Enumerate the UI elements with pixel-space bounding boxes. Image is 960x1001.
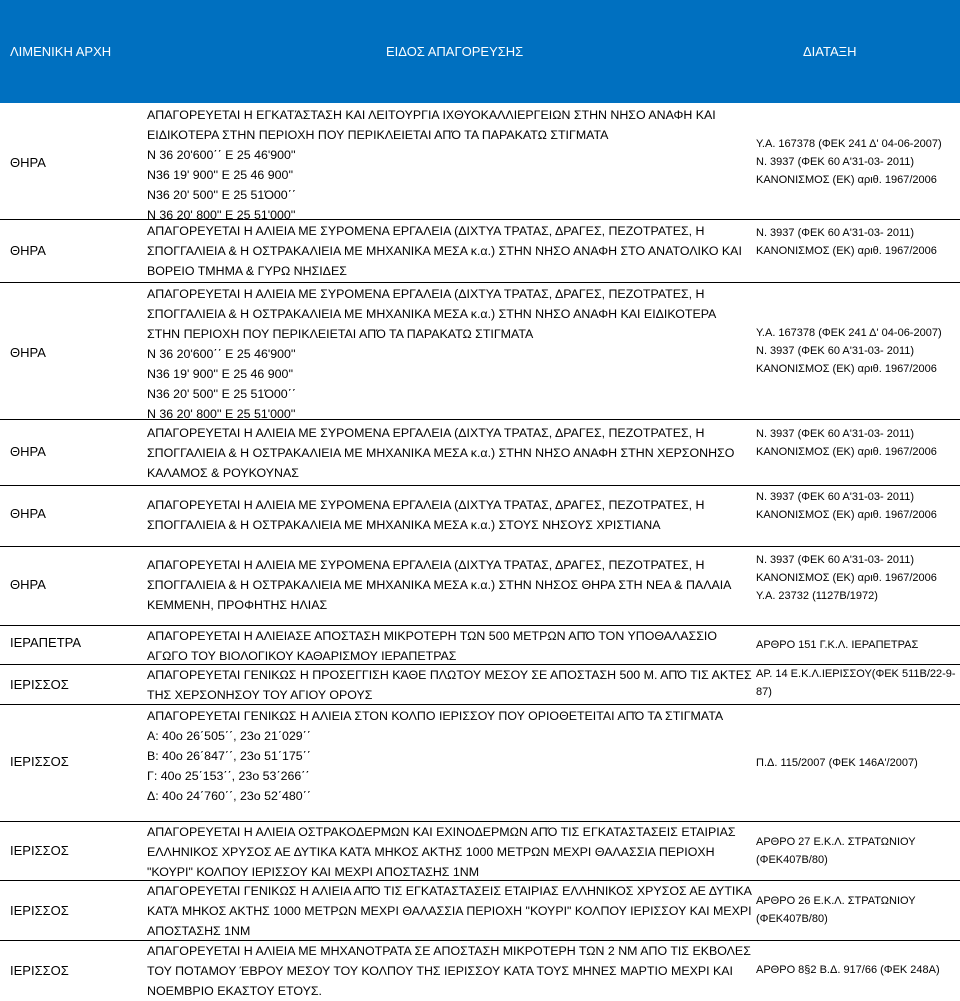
desc-line: N36 19' 900'' E 25 46 900'' (147, 367, 294, 381)
desc-line: ΣΠΟΓΓΑΛΙΕΙΑ & Η ΟΣΤΡΑΚΑΛΙΕΙΑ ΜΕ ΜΗΧΑΝΙΚΑ ΜΕΣΑ κ.α.) ΣΤΟΥΣ ΝΗΣΟΥΣ ΧΡΙΣΤΙΑΝΑ (147, 518, 661, 532)
table-row (0, 283, 960, 420)
desc-line: N 36 20'600΄΄ E 25 46'900'' (147, 347, 296, 361)
table-row (0, 220, 960, 283)
desc-line: N36 20' 500'' E 25 51Ό00΄΄ (147, 188, 296, 202)
row-description (147, 881, 753, 941)
reg-line: ΑΡΘΡΟ 26 Ε.Κ.Λ. ΣΤΡΑΤΩΝΙΟΥ (756, 895, 916, 907)
desc-line: ΤΟΥ ΠΟΤΑΜΟΥ ΈΒΡΟΥ ΜΕΣΟΥ ΤΟΥ ΚΟΛΠΟΥ ΤΗΣ ΙΕΡΙΣΣΟΥ ΚΑΤΑ ΤΟΥΣ ΜΗΝΕΣ ΜΑΡΤΙΟ ΜΕΧΡΙ ΚΑΙ (147, 964, 733, 978)
row-regulation (756, 961, 958, 979)
desc-line: ΤΗΣ ΧΕΡΣΟΝΗΣΟΥ ΤΟΥ ΑΓΙΟΥ ΟΡΟΥΣ (147, 688, 373, 702)
header-decree: ΔΙΑΤΑΞΗ (803, 44, 857, 59)
reg-line: Ν. 3937 (ΦΕΚ 60 Α'31-03- 2011) (756, 554, 915, 566)
desc-line: ΑΓΩΓΟ ΤΟΥ ΒΙΟΛΟΓΙΚΟΥ ΚΑΘΑΡΙΣΜΟΥ ΙΕΡΑΠΕΤΡΑΣ (147, 649, 457, 663)
reg-line: ΑΡ. 14 Ε.Κ.Λ.ΙΕΡΙΣΣΟΥ(ΦΕΚ 511Β/22-9- (756, 668, 956, 680)
desc-line: ΝΟΕΜΒΡΙΟ ΕΚΑΣΤΟΥ ΕΤΟΥΣ. (147, 984, 322, 998)
table-row (0, 626, 960, 665)
desc-line: ΑΠΑΓΟΡΕΥΕΤΑΙ Η ΑΛΙΕΙΑ ΟΣΤΡΑΚΟΔΕΡΜΩΝ ΚΑΙ ΕΧΙΝΟΔΕΡΜΩΝ ΑΠΌ ΤΙΣ ΕΓΚΑΤΑΣΤΑΣΕΙΣ ΕΤΑΙΡΙΑΣ (147, 825, 736, 839)
row-port: ΙΕΡΑΠΕΤΡΑ (10, 635, 82, 650)
desc-line: Β: 40ο 26΄847΄΄, 23ο 51΄175΄΄ (147, 749, 311, 763)
desc-line: N 36 20' 800'' E 25 51'000'' (147, 208, 296, 222)
table-row (0, 881, 960, 941)
row-regulation (756, 488, 958, 524)
desc-line: N 36 20'600΄΄ E 25 46'900'' (147, 148, 296, 162)
desc-line: ΑΠΑΓΟΡΕΥΕΤΑΙ Η ΕΓΚΑΤΆΣΤΑΣΗ ΚΑΙ ΛΕΙΤΟΥΡΓΙΑ ΙΧΘΥΟΚΑΛΛΙΕΡΓΕΙΩΝ ΣΤΗΝ ΝΗΣΟ ΑΝΑΦΗ ΚΑΙ (147, 108, 716, 122)
row-regulation (756, 665, 958, 701)
table-row (0, 547, 960, 626)
desc-line: ΣΠΟΓΓΑΛΙΕΙΑ & Η ΟΣΤΡΑΚΑΛΙΕΙΑ ΜΕ ΜΗΧΑΝΙΚΑ ΜΕΣΑ κ.α.) ΣΤΗΝ ΝΗΣΟ ΑΝΑΦΗ ΚΑΙ ΕΙΔΙΚΟΤΕΡΑ (147, 307, 717, 321)
reg-line: Υ.Α. 23732 (1127Β/1972) (756, 590, 878, 602)
row-description (147, 941, 753, 1001)
desc-line: Α: 40ο 26΄505΄΄, 23ο 21΄029΄΄ (147, 729, 311, 743)
reg-line: Υ.Α. 167378 (ΦΕΚ 241 Δ' 04-06-2007) (756, 327, 942, 339)
row-port: ΘΗΡΑ (10, 155, 46, 170)
desc-line: N36 20' 500'' E 25 51Ό00΄΄ (147, 387, 296, 401)
row-description (147, 221, 753, 281)
reg-line: ΚΑΝΟΝΙΣΜΟΣ (ΕΚ) αριθ. 1967/2006 (756, 363, 937, 375)
table-row (0, 420, 960, 486)
table-row (0, 822, 960, 881)
desc-line: ΚΑΛΑΜΟΣ & ΡΟΥΚΟΥΝΑΣ (147, 466, 299, 480)
row-description (147, 423, 753, 483)
desc-line: ΑΠΑΓΟΡΕΥΕΤΑΙ Η ΑΛΙΕΙΑ ΜΕ ΣΥΡΟΜΕΝΑ ΕΡΓΑΛΕΙΑ (ΔΙΧΤΥΑ ΤΡΑΤΑΣ, ΔΡΑΓΕΣ, ΠΕΖΟΤΡΑΤΕΣ, Η (147, 426, 705, 440)
reg-line: ΑΡΘΡΟ 151 Γ.Κ.Λ. ΙΕΡΑΠΕΤΡΑΣ (756, 639, 919, 651)
reg-line: Ν. 3937 (ΦΕΚ 60 Α'31-03- 2011) (756, 227, 915, 239)
table-row (0, 941, 960, 1001)
table-row (0, 103, 960, 220)
desc-line: N 36 20' 800'' E 25 51'000'' (147, 407, 296, 421)
reg-line: Ν. 3937 (ΦΕΚ 60 Α'31-03- 2011) (756, 156, 915, 168)
reg-line: Ν. 3937 (ΦΕΚ 60 Α'31-03- 2011) (756, 345, 915, 357)
reg-line: (ΦΕΚ407Β/80) (756, 913, 828, 925)
header-port: ΛΙΜΕΝΙΚΗ ΑΡΧΗ (10, 44, 112, 59)
row-port: ΘΗΡΑ (10, 444, 46, 459)
row-regulation (756, 224, 958, 260)
row-regulation (756, 636, 958, 654)
desc-line: ΑΠΑΓΟΡΕΥΕΤΑΙ Η ΑΛΙΕΙΑ ΜΕ ΣΥΡΟΜΕΝΑ ΕΡΓΑΛΕΙΑ (ΔΙΧΤΥΑ ΤΡΑΤΑΣ, ΔΡΑΓΕΣ, ΠΕΖΟΤΡΑΤΕΣ, Η (147, 498, 705, 512)
reg-line: Π.Δ. 115/2007 (ΦΕΚ 146Α'/2007) (756, 757, 918, 769)
reg-line: ΑΡΘΡΟ 8§2 Β.Δ. 917/66 (ΦΕΚ 248Α) (756, 964, 940, 976)
desc-line: "ΚΟΥΡΙ" ΚΟΛΠΟΥ ΙΕΡΙΣΣΟΥ ΚΑΙ ΜΕΧΡΙ ΑΠΟΣΤΑΣΗΣ 1ΝΜ (147, 865, 480, 879)
desc-line: ΚΕΜΜΕΝΗ, ΠΡΟΦΗΤΗΣ ΗΛΙΑΣ (147, 598, 328, 612)
row-description (147, 706, 753, 806)
row-regulation (756, 551, 958, 605)
desc-line: N36 19' 900'' E 25 46 900'' (147, 168, 294, 182)
header-type: ΕΙΔΟΣ ΑΠΑΓΟΡΕΥΣΗΣ (386, 44, 524, 59)
desc-line: Γ: 40ο 25΄153΄΄, 23ο 53΄266΄΄ (147, 769, 310, 783)
reg-line: (ΦΕΚ407Β/80) (756, 854, 828, 866)
desc-line: ΣΠΟΓΓΑΛΙΕΙΑ & Η ΟΣΤΡΑΚΑΛΙΕΙΑ ΜΕ ΜΗΧΑΝΙΚΑ ΜΕΣΑ κ.α.) ΣΤΗΝ ΝΗΣΟ ΑΝΑΦΗ ΣΤΗΝ ΧΕΡΣΟΝΗΣΟ (147, 446, 735, 460)
reg-line: ΚΑΝΟΝΙΣΜΟΣ (ΕΚ) αριθ. 1967/2006 (756, 174, 937, 186)
row-port: ΙΕΡΙΣΣΟΣ (10, 754, 69, 769)
desc-line: ΣΠΟΓΓΑΛΙΕΙΑ & Η ΟΣΤΡΑΚΑΛΙΕΙΑ ΜΕ ΜΗΧΑΝΙΚΑ ΜΕΣΑ κ.α.) ΣΤΗΝ ΝΗΣΟ ΑΝΑΦΗ ΣΤΟ ΑΝΑΤΟΛΙΚΟ ΚΑΙ (147, 244, 742, 258)
table-row (0, 486, 960, 547)
desc-line: ΑΠΑΓΟΡΕΥΕΤΑΙ Η ΑΛΙΕΙΑΣΕ ΑΠΟΣΤΑΣΗ ΜΙΚΡΟΤΕΡΗ ΤΩΝ 500 ΜΕΤΡΩΝ ΑΠΌ ΤΟΝ ΥΠΟΘΑΛΑΣΣΙΟ (147, 629, 717, 643)
desc-line: ΚΑΤΆ ΜΗΚΟΣ ΑΚΤΗΣ 1000 ΜΕΤΡΩΝ ΜΕΧΡΙ ΘΑΛΑΣΣΙΑ ΠΕΡΙΟΧΗ "ΚΟΥΡΙ" ΚΟΛΠΟΥ ΙΕΡΙΣΣΟΥ ΚΑΙ ΜΕΧΡΙ (147, 904, 752, 918)
desc-line: ΑΠΑΓΟΡΕΥΕΤΑΙ Η ΑΛΙΕΙΑ ΜΕ ΜΗΧΑΝΟΤΡΑΤΑ ΣΕ ΑΠΟΣΤΑΣΗ ΜΙΚΡΟΤΕΡΗ ΤΩΝ 2 ΝΜ ΑΠΟ ΤΙΣ ΕΚΒΟΛΕΣ (147, 944, 751, 958)
row-regulation (756, 754, 958, 772)
row-port: ΘΗΡΑ (10, 345, 46, 360)
row-regulation (756, 833, 958, 869)
row-port: ΙΕΡΙΣΣΟΣ (10, 677, 69, 692)
desc-line: ΒΟΡΕΙΟ ΤΜΗΜΑ & ΓΥΡΩ ΝΗΣΙΔΕΣ (147, 264, 347, 278)
desc-line: ΑΠΑΓΟΡΕΥΕΤΑΙ Η ΑΛΙΕΙΑ ΜΕ ΣΥΡΟΜΕΝΑ ΕΡΓΑΛΕΙΑ (ΔΙΧΤΥΑ ΤΡΑΤΑΣ, ΔΡΑΓΕΣ, ΠΕΖΟΤΡΑΤΕΣ, Η (147, 558, 705, 572)
desc-line: ΕΛΛΗΝΙΚΟΣ ΧΡΥΣΟΣ ΑΕ ΔΥΤΙΚΑ ΚΑΤΆ ΜΗΚΟΣ ΑΚΤΗΣ 1000 ΜΕΤΡΩΝ ΜΕΧΡΙ ΘΑΛΑΣΣΙΑ ΠΕΡΙΟΧΗ (147, 845, 715, 859)
row-description (147, 495, 753, 535)
row-port: ΘΗΡΑ (10, 243, 46, 258)
desc-line: ΑΠΑΓΟΡΕΥΕΤΑΙ ΓΕΝΙΚΩΣ Η ΠΡΟΣΕΓΓΙΣΗ ΚΆΘΕ ΠΛΩΤΟΥ ΜΕΣΟΥ ΣΕ ΑΠΟΣΤΑΣΗ 500 Μ. ΑΠΌ ΤΙΣ ΑΚΤΕΣ (147, 668, 752, 682)
reg-line: ΚΑΝΟΝΙΣΜΟΣ (ΕΚ) αριθ. 1967/2006 (756, 572, 937, 584)
desc-line: ΑΠΑΓΟΡΕΥΕΤΑΙ Η ΑΛΙΕΙΑ ΜΕ ΣΥΡΟΜΕΝΑ ΕΡΓΑΛΕΙΑ (ΔΙΧΤΥΑ ΤΡΑΤΑΣ, ΔΡΑΓΕΣ, ΠΕΖΟΤΡΑΤΕΣ, Η (147, 224, 705, 238)
desc-line: ΑΠΑΓΟΡΕΥΕΤΑΙ ΓΕΝΙΚΩΣ Η ΑΛΙΕΙΑ ΑΠΌ ΤΙΣ ΕΓΚΑΤΑΣΤΑΣΕΙΣ ΕΤΑΙΡΙΑΣ ΕΛΛΗΝΙΚΟΣ ΧΡΥΣΟΣ ΑΕ ΔΥΤΙΚΑ (147, 884, 752, 898)
row-regulation (756, 892, 958, 928)
desc-line: ΣΤΗΝ ΠΕΡΙΟΧΗ ΠΟΥ ΠΕΡΙΚΛΕΙΕΤΑΙ ΑΠΌ ΤΑ ΠΑΡΑΚΑΤΩ ΣΤΙΓΜΑΤΑ (147, 327, 534, 341)
row-regulation (756, 425, 958, 461)
table-header (0, 0, 960, 103)
row-description (147, 626, 753, 666)
reg-line: ΚΑΝΟΝΙΣΜΟΣ (ΕΚ) αριθ. 1967/2006 (756, 245, 937, 257)
row-description (147, 555, 753, 615)
row-port: ΙΕΡΙΣΣΟΣ (10, 963, 69, 978)
reg-line: ΑΡΘΡΟ 27 Ε.Κ.Λ. ΣΤΡΑΤΩΝΙΟΥ (756, 836, 916, 848)
row-regulation (756, 324, 958, 378)
row-port: ΙΕΡΙΣΣΟΣ (10, 843, 69, 858)
row-description (147, 284, 753, 424)
desc-line: ΑΠΟΣΤΑΣΗΣ 1ΝΜ (147, 924, 251, 938)
row-description (147, 105, 753, 225)
desc-line: ΑΠΑΓΟΡΕΥΕΤΑΙ ΓΕΝΙΚΩΣ Η ΑΛΙΕΙΑ ΣΤΟΝ ΚΟΛΠΟ ΙΕΡΙΣΣΟΥ ΠΟΥ ΟΡΙΟΘΕΤΕΙΤΑΙ ΑΠΌ ΤΑ ΣΤΙΓΜΑΤΑ (147, 709, 724, 723)
row-port: ΙΕΡΙΣΣΟΣ (10, 903, 69, 918)
desc-line: ΣΠΟΓΓΑΛΙΕΙΑ & Η ΟΣΤΡΑΚΑΛΙΕΙΑ ΜΕ ΜΗΧΑΝΙΚΑ ΜΕΣΑ κ.α.) ΣΤΗΝ ΝΗΣΟΣ ΘΗΡΑ ΣΤΗ ΝΕΑ & ΠΑΛΑΙΑ (147, 578, 732, 592)
reg-line: 87) (756, 686, 772, 698)
reg-line: Ν. 3937 (ΦΕΚ 60 Α'31-03- 2011) (756, 491, 915, 503)
reg-line: ΚΑΝΟΝΙΣΜΟΣ (ΕΚ) αριθ. 1967/2006 (756, 509, 937, 521)
row-regulation (756, 135, 958, 189)
row-description (147, 665, 753, 705)
reg-line: Υ.Α. 167378 (ΦΕΚ 241 Δ' 04-06-2007) (756, 138, 942, 150)
desc-line: Δ: 40ο 24΄760΄΄, 23ο 52΄480΄΄ (147, 789, 311, 803)
desc-line: ΕΙΔΙΚΟΤΕΡΑ ΣΤΗΝ ΠΕΡΙΟΧΗ ΠΟΥ ΠΕΡΙΚΛΕΙΕΤΑΙ ΑΠΌ ΤΑ ΠΑΡΑΚΑΤΩ ΣΤΙΓΜΑΤΑ (147, 128, 609, 142)
row-description (147, 822, 753, 882)
table-row (0, 705, 960, 822)
desc-line: ΑΠΑΓΟΡΕΥΕΤΑΙ Η ΑΛΙΕΙΑ ΜΕ ΣΥΡΟΜΕΝΑ ΕΡΓΑΛΕΙΑ (ΔΙΧΤΥΑ ΤΡΑΤΑΣ, ΔΡΑΓΕΣ, ΠΕΖΟΤΡΑΤΕΣ, Η (147, 287, 705, 301)
table-row (0, 665, 960, 705)
reg-line: ΚΑΝΟΝΙΣΜΟΣ (ΕΚ) αριθ. 1967/2006 (756, 446, 937, 458)
row-port: ΘΗΡΑ (10, 506, 46, 521)
reg-line: Ν. 3937 (ΦΕΚ 60 Α'31-03- 2011) (756, 428, 915, 440)
row-port: ΘΗΡΑ (10, 577, 46, 592)
